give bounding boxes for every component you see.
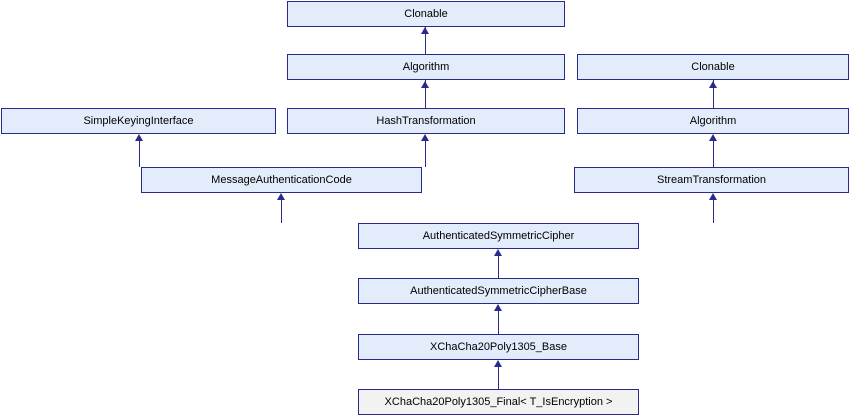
arrowhead-algorithm-right-to-clonable-right — [709, 81, 717, 88]
node-authenticated-symmetric-cipher[interactable] — [358, 223, 639, 249]
arrowhead-algorithm-to-clonable — [421, 27, 429, 34]
node-label: XChaCha20Poly1305_Final< T_IsEncryption > — [384, 395, 613, 408]
node-label: Algorithm — [402, 60, 450, 73]
arrowhead-xchachabase-to-ascbase — [494, 304, 502, 311]
arrowhead-asc-to-streamtransformation — [709, 193, 717, 200]
node-label: StreamTransformation — [656, 173, 767, 186]
node-authenticated-symmetric-cipher-base[interactable] — [358, 278, 639, 304]
node-message-authentication-code[interactable] — [141, 167, 422, 193]
edge-xchachafinal-to-xchachabase — [498, 367, 499, 389]
node-label: AuthenticatedSymmetricCipherBase — [410, 284, 587, 297]
node-hash-transformation[interactable] — [287, 108, 565, 134]
edge-mac-to-hashtransformation — [425, 141, 426, 167]
arrowhead-xchachafinal-to-xchachabase — [494, 360, 502, 367]
arrowhead-mac-to-simplekeying — [135, 134, 143, 141]
node-algorithm-right[interactable] — [577, 108, 849, 134]
arrowhead-mac-to-hashtransformation — [421, 134, 429, 141]
arrowhead-streamtransformation-to-algorithm — [709, 134, 717, 141]
node-label: AuthenticatedSymmetricCipher — [422, 229, 575, 242]
node-label: XChaCha20Poly1305_Base — [430, 340, 567, 353]
arrowhead-ascbase-to-asc — [494, 249, 502, 256]
edge-ascbase-to-asc — [498, 256, 499, 278]
arrowhead-hashtransformation-to-algorithm — [421, 81, 429, 88]
node-simple-keying-interface[interactable] — [1, 108, 276, 134]
node-xchacha20poly1305-final[interactable] — [358, 389, 639, 415]
edge-mac-to-simplekeying-upper — [139, 141, 140, 149]
node-xchacha20poly1305-base[interactable] — [358, 334, 639, 360]
edge-asc-to-mac-vertical — [281, 200, 282, 223]
edge-mac-to-simplekeying-lower — [139, 148, 140, 167]
node-label: Algorithm — [689, 114, 737, 127]
edge-streamtransformation-to-algorithm — [713, 141, 714, 167]
node-algorithm-left[interactable] — [287, 54, 565, 80]
node-label: Clonable — [404, 7, 448, 20]
edge-xchachabase-to-ascbase — [498, 311, 499, 334]
node-label: MessageAuthenticationCode — [211, 173, 352, 186]
node-stream-transformation[interactable] — [574, 167, 849, 193]
node-clonable-top[interactable] — [287, 1, 565, 27]
node-label: Clonable — [691, 60, 735, 73]
arrowhead-asc-to-mac — [277, 193, 285, 200]
node-clonable-right[interactable] — [577, 54, 849, 80]
edge-asc-to-streamtransformation-vertical — [713, 200, 714, 223]
node-label: HashTransformation — [376, 114, 476, 127]
node-label: SimpleKeyingInterface — [83, 114, 194, 127]
